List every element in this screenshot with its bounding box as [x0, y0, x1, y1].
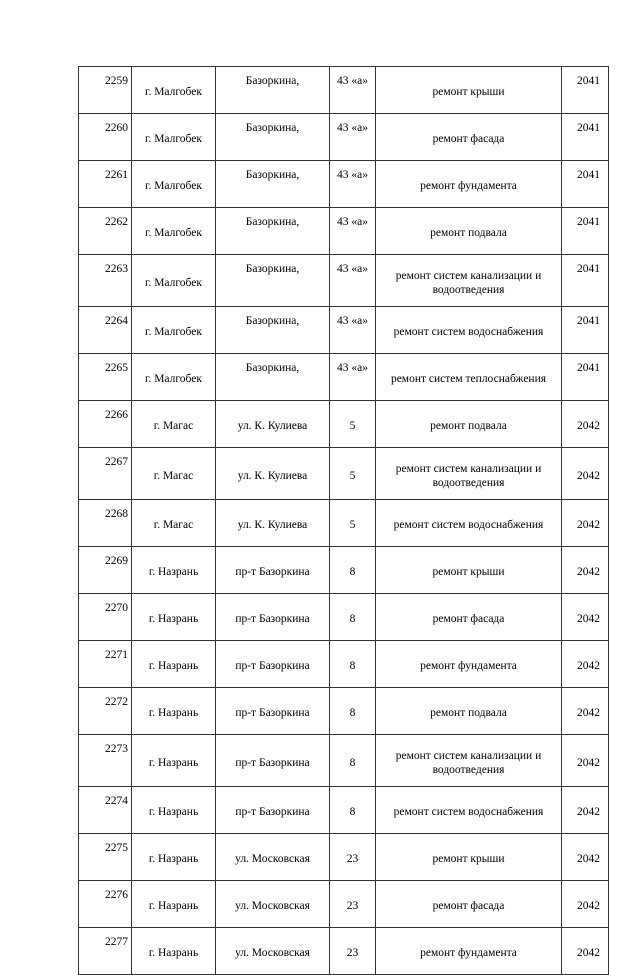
table-row — [79, 448, 609, 500]
cell-number: 2259 — [79, 67, 132, 114]
cell-street: ул. Московская — [216, 881, 330, 928]
cell-number: 2262 — [79, 208, 132, 255]
cell-city: г. Назрань — [132, 735, 216, 787]
cell-year: 2041 — [562, 67, 609, 114]
table-row — [79, 547, 609, 594]
cell-year: 2042 — [562, 500, 609, 547]
table-row — [79, 787, 609, 834]
table-row — [79, 500, 609, 547]
cell-street: пр-т Базоркина — [216, 688, 330, 735]
cell-house: 5 — [330, 401, 376, 448]
cell-house: 43 «а» — [330, 67, 376, 114]
cell-number: 2274 — [79, 787, 132, 834]
cell-work-type: ремонт фундамента — [376, 928, 562, 975]
cell-city: г. Малгобек — [132, 67, 216, 114]
cell-city: г. Назрань — [132, 834, 216, 881]
table-row — [79, 255, 609, 307]
cell-work-type: ремонт подвала — [376, 208, 562, 255]
cell-number: 2263 — [79, 255, 132, 307]
cell-year: 2042 — [562, 928, 609, 975]
cell-work-type: ремонт систем канализации и водоотведения — [376, 448, 562, 500]
cell-street: ул. К. Кулиева — [216, 401, 330, 448]
cell-city: г. Назрань — [132, 594, 216, 641]
cell-year: 2042 — [562, 787, 609, 834]
table-row — [79, 114, 609, 161]
cell-year: 2041 — [562, 307, 609, 354]
cell-street: пр-т Базоркина — [216, 594, 330, 641]
cell-house: 5 — [330, 448, 376, 500]
table-row — [79, 161, 609, 208]
cell-year: 2042 — [562, 881, 609, 928]
cell-number: 2268 — [79, 500, 132, 547]
cell-year: 2042 — [562, 834, 609, 881]
repair-schedule-table — [78, 66, 609, 975]
cell-city: г. Назрань — [132, 928, 216, 975]
table-row — [79, 208, 609, 255]
cell-year: 2042 — [562, 448, 609, 500]
cell-street: пр-т Базоркина — [216, 547, 330, 594]
cell-work-type: ремонт систем водоснабжения — [376, 500, 562, 547]
table-row — [79, 67, 609, 114]
table-row — [79, 307, 609, 354]
cell-work-type: ремонт подвала — [376, 401, 562, 448]
cell-year: 2041 — [562, 255, 609, 307]
cell-house: 23 — [330, 881, 376, 928]
cell-house: 43 «а» — [330, 161, 376, 208]
cell-work-type: ремонт фасада — [376, 114, 562, 161]
cell-work-type: ремонт фундамента — [376, 641, 562, 688]
table-body — [79, 67, 609, 975]
cell-street: ул. К. Кулиева — [216, 448, 330, 500]
cell-number: 2275 — [79, 834, 132, 881]
cell-number: 2277 — [79, 928, 132, 975]
cell-work-type: ремонт фундамента — [376, 161, 562, 208]
cell-street: Базоркина, — [216, 307, 330, 354]
cell-work-type: ремонт систем теплоснабжения — [376, 354, 562, 401]
cell-street: Базоркина, — [216, 354, 330, 401]
cell-house: 8 — [330, 594, 376, 641]
cell-house: 43 «а» — [330, 255, 376, 307]
cell-street: Базоркина, — [216, 114, 330, 161]
cell-number: 2269 — [79, 547, 132, 594]
cell-number: 2265 — [79, 354, 132, 401]
cell-year: 2042 — [562, 735, 609, 787]
cell-house: 5 — [330, 500, 376, 547]
table-row — [79, 834, 609, 881]
cell-street: ул. Московская — [216, 834, 330, 881]
table-row — [79, 881, 609, 928]
cell-street: пр-т Базоркина — [216, 735, 330, 787]
cell-street: пр-т Базоркина — [216, 641, 330, 688]
cell-number: 2276 — [79, 881, 132, 928]
cell-city: г. Малгобек — [132, 255, 216, 307]
cell-year: 2042 — [562, 641, 609, 688]
cell-street: Базоркина, — [216, 255, 330, 307]
table-row — [79, 594, 609, 641]
cell-work-type: ремонт систем водоснабжения — [376, 787, 562, 834]
cell-street: Базоркина, — [216, 67, 330, 114]
table-row — [79, 641, 609, 688]
cell-work-type: ремонт крыши — [376, 67, 562, 114]
cell-number: 2266 — [79, 401, 132, 448]
table-row — [79, 401, 609, 448]
cell-house: 23 — [330, 928, 376, 975]
cell-work-type: ремонт фасада — [376, 881, 562, 928]
cell-year: 2042 — [562, 594, 609, 641]
cell-year: 2042 — [562, 547, 609, 594]
cell-city: г. Малгобек — [132, 208, 216, 255]
cell-year: 2041 — [562, 208, 609, 255]
cell-work-type: ремонт фасада — [376, 594, 562, 641]
cell-street: пр-т Базоркина — [216, 787, 330, 834]
cell-house: 43 «а» — [330, 307, 376, 354]
cell-work-type: ремонт систем канализации и водоотведения — [376, 255, 562, 307]
cell-year: 2042 — [562, 401, 609, 448]
cell-city: г. Малгобек — [132, 114, 216, 161]
cell-house: 8 — [330, 688, 376, 735]
cell-house: 8 — [330, 641, 376, 688]
cell-number: 2261 — [79, 161, 132, 208]
cell-city: г. Назрань — [132, 787, 216, 834]
cell-work-type: ремонт крыши — [376, 834, 562, 881]
cell-house: 43 «а» — [330, 208, 376, 255]
cell-number: 2273 — [79, 735, 132, 787]
cell-street: ул. Московская — [216, 928, 330, 975]
cell-street: ул. К. Кулиева — [216, 500, 330, 547]
cell-city: г. Магас — [132, 500, 216, 547]
cell-city: г. Малгобек — [132, 161, 216, 208]
cell-number: 2271 — [79, 641, 132, 688]
cell-number: 2267 — [79, 448, 132, 500]
table-row — [79, 354, 609, 401]
cell-work-type: ремонт подвала — [376, 688, 562, 735]
cell-work-type: ремонт систем водоснабжения — [376, 307, 562, 354]
cell-city: г. Магас — [132, 448, 216, 500]
cell-work-type: ремонт крыши — [376, 547, 562, 594]
cell-city: г. Малгобек — [132, 354, 216, 401]
cell-city: г. Назрань — [132, 881, 216, 928]
cell-year: 2041 — [562, 161, 609, 208]
cell-city: г. Назрань — [132, 688, 216, 735]
cell-street: Базоркина, — [216, 161, 330, 208]
table-row — [79, 688, 609, 735]
cell-street: Базоркина, — [216, 208, 330, 255]
cell-house: 23 — [330, 834, 376, 881]
cell-year: 2041 — [562, 354, 609, 401]
table-row — [79, 735, 609, 787]
cell-work-type: ремонт систем канализации и водоотведения — [376, 735, 562, 787]
cell-house: 8 — [330, 547, 376, 594]
cell-house: 43 «а» — [330, 114, 376, 161]
cell-city: г. Малгобек — [132, 307, 216, 354]
table-row — [79, 928, 609, 975]
cell-city: г. Назрань — [132, 641, 216, 688]
cell-number: 2272 — [79, 688, 132, 735]
cell-house: 8 — [330, 735, 376, 787]
cell-year: 2041 — [562, 114, 609, 161]
cell-number: 2260 — [79, 114, 132, 161]
cell-number: 2270 — [79, 594, 132, 641]
cell-number: 2264 — [79, 307, 132, 354]
cell-year: 2042 — [562, 688, 609, 735]
cell-house: 43 «а» — [330, 354, 376, 401]
cell-city: г. Магас — [132, 401, 216, 448]
cell-house: 8 — [330, 787, 376, 834]
cell-city: г. Назрань — [132, 547, 216, 594]
